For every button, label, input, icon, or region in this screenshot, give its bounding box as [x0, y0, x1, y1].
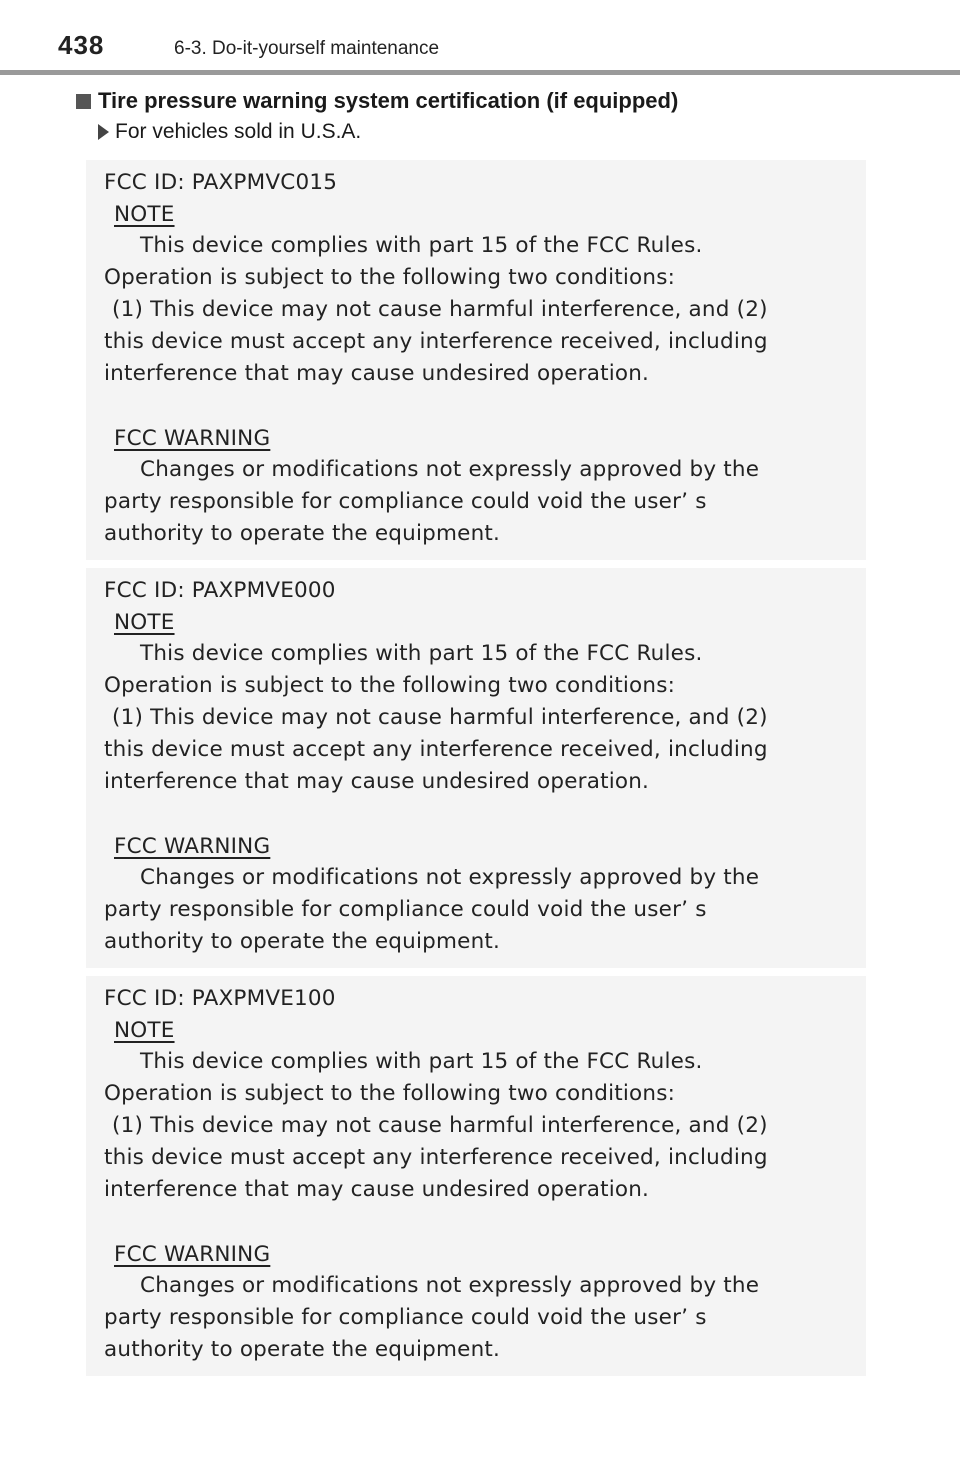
warning-label: FCC WARNING — [114, 426, 271, 451]
warning-line: Changes or modifications not expressly approved by the — [140, 865, 760, 890]
note-line: This device complies with part 15 of the FCC Rules. — [140, 233, 703, 258]
fcc-id: FCC ID: PAXPMVE000 — [104, 578, 336, 603]
note-line: interference that may cause undesired operation. — [104, 1177, 650, 1202]
section-heading-text: Tire pressure warning system certification (if equipped) — [98, 88, 679, 113]
note-line: Operation is subject to the following two conditions: — [104, 673, 676, 698]
note-line: (1) This device may not cause harmful interference, and (2) — [112, 705, 768, 730]
fcc-label-panel — [86, 568, 866, 968]
note-line: (1) This device may not cause harmful interference, and (2) — [112, 297, 768, 322]
section-title: 6-3. Do-it-yourself maintenance — [174, 38, 440, 59]
subheading-text: For vehicles sold in U.S.A. — [115, 120, 362, 143]
note-line: Operation is subject to the following two conditions: — [104, 265, 676, 290]
warning-line: authority to operate the equipment. — [104, 1337, 501, 1362]
subheading — [98, 120, 361, 144]
header-divider — [0, 70, 960, 75]
warning-line: party responsible for compliance could void the user’ s — [104, 489, 707, 514]
triangle-bullet-icon — [98, 124, 109, 140]
warning-line: authority to operate the equipment. — [104, 521, 501, 546]
warning-line: party responsible for compliance could void the user’ s — [104, 897, 707, 922]
warning-label: FCC WARNING — [114, 834, 271, 859]
warning-line: Changes or modifications not expressly approved by the — [140, 457, 760, 482]
warning-label: FCC WARNING — [114, 1242, 271, 1267]
note-label: NOTE — [114, 1018, 175, 1043]
page-header — [0, 0, 960, 74]
note-line: interference that may cause undesired operation. — [104, 769, 650, 794]
fcc-id: FCC ID: PAXPMVC015 — [104, 170, 338, 195]
warning-line: authority to operate the equipment. — [104, 929, 501, 954]
fcc-id: FCC ID: PAXPMVE100 — [104, 986, 336, 1011]
note-label: NOTE — [114, 202, 175, 227]
note-line: (1) This device may not cause harmful interference, and (2) — [112, 1113, 768, 1138]
warning-line: party responsible for compliance could void the user’ s — [104, 1305, 707, 1330]
square-bullet-icon — [76, 94, 91, 109]
note-line: interference that may cause undesired operation. — [104, 361, 650, 386]
page-number: 438 — [58, 30, 105, 60]
note-label: NOTE — [114, 610, 175, 635]
note-line: This device complies with part 15 of the FCC Rules. — [140, 641, 703, 666]
note-line: This device complies with part 15 of the FCC Rules. — [140, 1049, 703, 1074]
note-line: Operation is subject to the following two conditions: — [104, 1081, 676, 1106]
note-line: this device must accept any interference received, including — [104, 737, 768, 762]
note-line: this device must accept any interference received, including — [104, 329, 768, 354]
note-line: this device must accept any interference received, including — [104, 1145, 768, 1170]
section-heading — [76, 88, 678, 114]
fcc-label-panel — [86, 976, 866, 1376]
warning-line: Changes or modifications not expressly approved by the — [140, 1273, 760, 1298]
fcc-label-panel — [86, 160, 866, 560]
